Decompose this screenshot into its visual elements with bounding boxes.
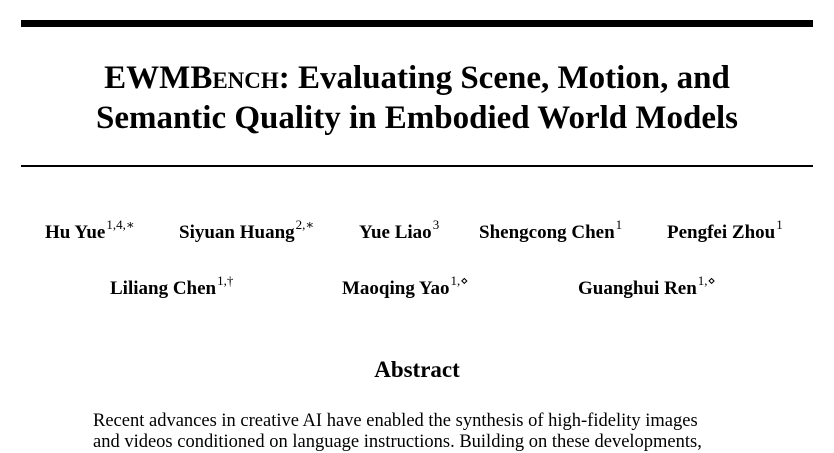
author-name: Shengcong Chen (479, 222, 615, 243)
title-line2: Semantic Quality in Embodied World Models (95, 100, 739, 136)
author (667, 216, 783, 245)
title-name-main: EWMB (104, 60, 213, 96)
author (342, 272, 469, 301)
author (179, 216, 315, 245)
author (359, 216, 440, 245)
author-affiliation: 1,4,∗ (106, 216, 135, 232)
author-affiliation: 3 (432, 216, 440, 232)
author-affiliation: 1 (615, 216, 623, 232)
abstract-heading: Abstract (374, 357, 460, 382)
author (578, 272, 716, 301)
abstract-line: and videos conditioned on language instructions. Building on these developments, (93, 432, 702, 452)
author-name: Maoqing Yao (342, 278, 450, 299)
author-affiliation: 1,⋄ (697, 272, 716, 288)
author (479, 216, 623, 245)
author (45, 216, 135, 245)
author-name: Yue Liao (359, 222, 432, 243)
paper-title (0, 58, 834, 138)
author-affiliation: 1,† (217, 272, 234, 288)
author-name: Pengfei Zhou (667, 222, 776, 243)
author-name: Siyuan Huang (179, 222, 295, 243)
author-name: Liliang Chen (110, 278, 217, 299)
author (110, 272, 234, 301)
title-line1-rest: : Evaluating Scene, Motion, and (278, 60, 730, 96)
author-name: Guanghui Ren (578, 278, 697, 299)
top-rule (21, 20, 813, 27)
author-affiliation: 1 (776, 216, 783, 232)
author-affiliation: 1,⋄ (450, 272, 469, 288)
author-affiliation: 2,∗ (295, 216, 315, 232)
title-name-smallcaps: ench (212, 60, 279, 96)
title-bottom-rule (21, 165, 813, 167)
abstract-line: Recent advances in creative AI have enabled the synthesis of high-fidelity images (93, 411, 698, 431)
author-name: Hu Yue (45, 222, 106, 243)
